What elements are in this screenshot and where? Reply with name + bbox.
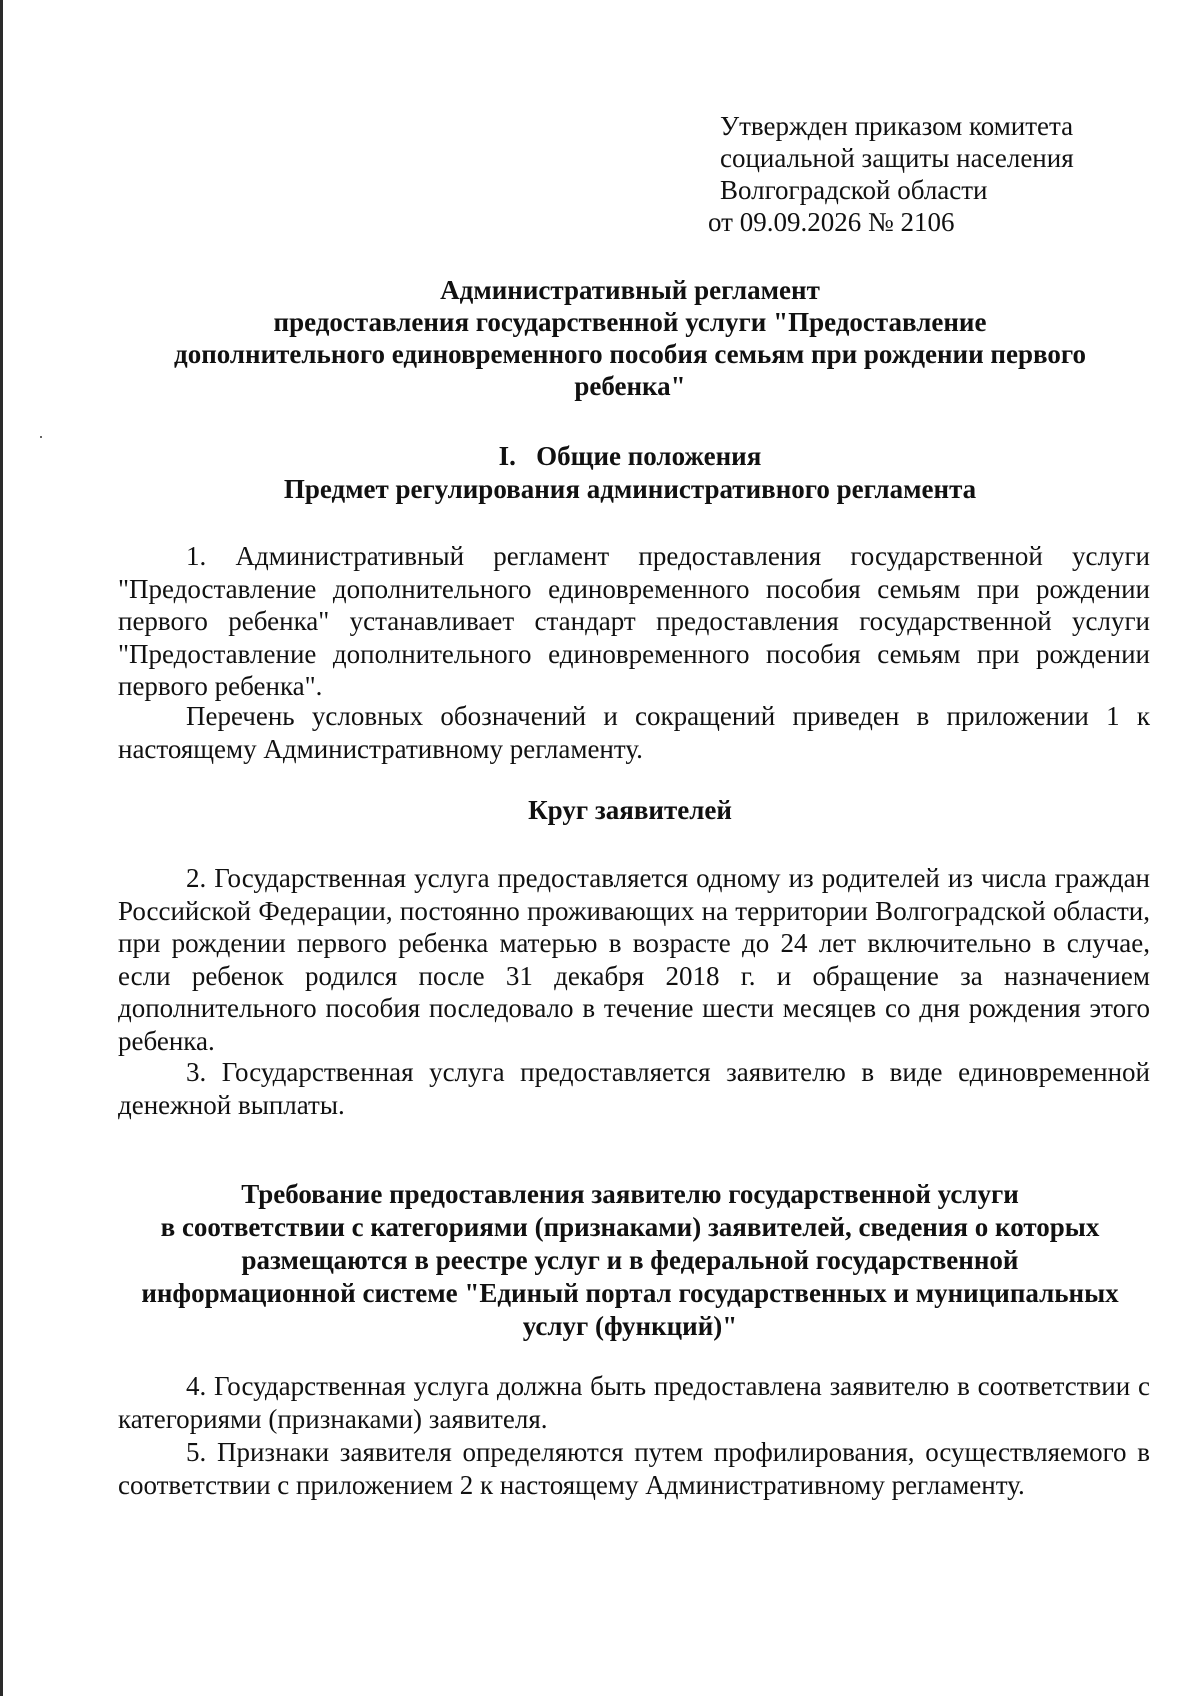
requirement-heading	[120, 1178, 1140, 1343]
approval-stamp-text	[708, 110, 1150, 238]
requirement-line-2: в соответствии с категориями (признаками) заявителей, сведения о которых	[160, 1212, 1100, 1242]
approval-date-number: от 09.09.2026 № 2106	[708, 207, 955, 237]
paragraph-1-note: Перечень условных обозначений и сокращений приведен в приложении 1 к настоящему Административному регламенту.	[118, 701, 1150, 764]
title-line-4: ребенка"	[574, 371, 686, 401]
requirement-line-4: информационной системе "Единый портал государственных и муниципальных	[141, 1278, 1119, 1308]
requirement-line-5: услуг (функций)"	[522, 1311, 738, 1341]
scan-edge	[0, 0, 3, 1696]
section-1-heading-block	[120, 440, 1140, 506]
document-title	[120, 274, 1140, 402]
section-1-heading: I. Общие положения	[498, 441, 762, 471]
approval-line-2: социальной защиты населения	[720, 143, 1074, 173]
paragraph-2: 2. Государственная услуга предоставляется одному из родителей из числа граждан Российской Федерации, постоянно проживающих на территории Волгоградской области, при рождении первого ребенка матерью в возрасте до 24 лет включительно в случае, если ребенок родился после 31 декабря 2018 г. и обращение за назначением дополнительного пособия последовало в течение шести месяцев со дня рождения этого ребенка.	[118, 863, 1150, 1056]
scan-speck	[40, 436, 42, 438]
title-line-2: предоставления государственной услуги "Предоставление	[273, 307, 987, 337]
applicants-heading-text: Круг заявителей	[528, 795, 732, 825]
requirement-line-3: размещаются в реестре услуг и в федеральной государственной	[241, 1245, 1019, 1275]
paragraph-3: 3. Государственная услуга предоставляется заявителю в виде единовременной денежной выплаты.	[118, 1057, 1150, 1120]
paragraph-5: 5. Признаки заявителя определяются путем профилирования, осуществляемого в соответствии с приложением 2 к настоящему Административному регламенту.	[118, 1437, 1150, 1500]
title-line-1: Административный регламент	[440, 275, 820, 305]
title-line-3: дополнительного единовременного пособия семьям при рождении первого	[174, 339, 1086, 369]
paragraph-4: 4. Государственная услуга должна быть предоставлена заявителю в соответствии с категориями (признаками) заявителя.	[118, 1371, 1150, 1434]
approval-line-3: Волгоградской области	[720, 175, 988, 205]
requirement-line-1: Требование предоставления заявителю государственной услуги	[241, 1179, 1019, 1209]
applicants-heading	[120, 794, 1140, 827]
section-1-subheading: Предмет регулирования административного регламента	[283, 474, 977, 504]
paragraph-1: 1. Административный регламент предоставления государственной услуги "Предоставление дополнительного единовременного пособия семьям при рождении первого ребенка" устанавливает стандарт предоставления государственной услуги "Предоставление дополнительного единовременного пособия семьям при рождении первого ребенка".	[118, 541, 1150, 701]
approval-line-1: Утвержден приказом комитета	[720, 111, 1074, 141]
